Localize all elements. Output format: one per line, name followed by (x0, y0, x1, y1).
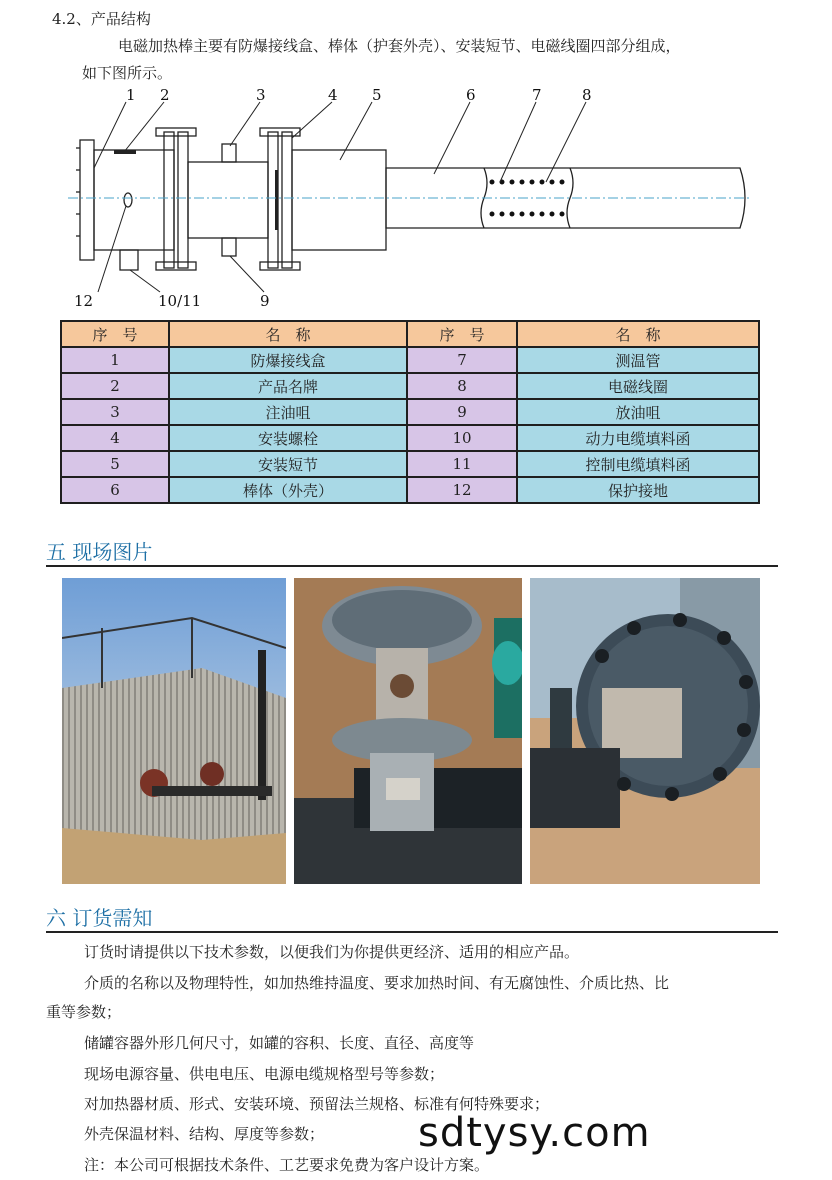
callout-3: 3 (256, 88, 266, 104)
ordering-paragraph: 介质的名称以及物理特性，如加热维持温度、要求加热时间、有无腐蚀性、介质比热、比 (84, 974, 670, 992)
section-title-ordering-info: 六 订货需知 (46, 906, 153, 930)
parts-table (60, 320, 760, 504)
callout-1: 1 (126, 88, 136, 104)
table-cell-name: 放油咀 (517, 399, 759, 425)
table-row (61, 373, 759, 399)
table-cell-number: 7 (407, 347, 517, 373)
table-header-cell: 名 称 (169, 321, 407, 347)
table-cell-number: 12 (407, 477, 517, 503)
table-cell-name: 产品名牌 (169, 373, 407, 399)
product-structure-diagram (60, 88, 760, 316)
table-cell-name: 棒体（外壳） (169, 477, 407, 503)
table-cell-number: 3 (61, 399, 169, 425)
table-cell-name: 测温管 (517, 347, 759, 373)
table-cell-name: 安装短节 (169, 451, 407, 477)
site-watermark: sdtysy.com (418, 1110, 651, 1156)
table-header-row (61, 321, 759, 347)
ordering-note: 注：本公司可根据技术条件、工艺要求免费为客户设计方案。 (84, 1156, 490, 1174)
table-header-cell: 序 号 (61, 321, 169, 347)
callout-8: 8 (582, 88, 592, 104)
section-divider (46, 931, 778, 933)
table-cell-name: 动力电缆填料函 (517, 425, 759, 451)
table-cell-name: 注油咀 (169, 399, 407, 425)
table-cell-number: 6 (61, 477, 169, 503)
table-header-cell: 序 号 (407, 321, 517, 347)
table-cell-number: 1 (61, 347, 169, 373)
callout-9: 9 (260, 292, 270, 310)
callout-2: 2 (160, 88, 170, 104)
table-cell-number: 5 (61, 451, 169, 477)
site-photo-tanks (62, 578, 286, 884)
site-photo-flange (294, 578, 522, 884)
table-cell-number: 10 (407, 425, 517, 451)
table-header-cell: 名 称 (517, 321, 759, 347)
ordering-paragraph: 对加热器材质、形式、安装环境、预留法兰规格、标准有何特殊要求； (84, 1095, 550, 1113)
table-row (61, 425, 759, 451)
table-cell-number: 4 (61, 425, 169, 451)
section-heading-4-2: 4.2、产品结构 (52, 10, 151, 28)
table-cell-name: 电磁线圈 (517, 373, 759, 399)
intro-text-line-2: 如下图所示。 (82, 64, 173, 82)
ordering-paragraph: 现场电源容量、供电电压、电源电缆规格型号等参数； (84, 1065, 445, 1083)
section-title-site-photos: 五 现场图片 (46, 540, 153, 564)
callout-7: 7 (532, 88, 542, 104)
table-cell-number: 2 (61, 373, 169, 399)
rod-body (386, 168, 745, 228)
table-cell-number: 11 (407, 451, 517, 477)
table-cell-number: 9 (407, 399, 517, 425)
table-row (61, 451, 759, 477)
section-divider (46, 565, 778, 567)
callout-4: 4 (328, 88, 338, 104)
callout-10-11: 10/11 (158, 292, 202, 310)
callout-6: 6 (466, 88, 476, 104)
site-photo-junction-box (530, 578, 760, 884)
ordering-paragraph: 储罐容器外形几何尺寸，如罐的容积、长度、直径、高度等 (84, 1034, 475, 1052)
ordering-paragraph: 外壳保温材料、结构、厚度等参数； (84, 1125, 325, 1143)
callout-5: 5 (372, 88, 382, 104)
intro-text-line-1: 电磁加热棒主要有防爆接线盒、棒体（护套外壳）、安装短节、电磁线圈四部分组成， (118, 37, 681, 55)
table-cell-name: 保护接地 (517, 477, 759, 503)
table-row (61, 347, 759, 373)
table-cell-name: 安装螺栓 (169, 425, 407, 451)
table-cell-name: 防爆接线盒 (169, 347, 407, 373)
callout-12: 12 (74, 292, 94, 310)
ordering-paragraph: 重等参数； (46, 1003, 122, 1021)
ordering-paragraph: 订货时请提供以下技术参数，以便我们为你提供更经济、适用的相应产品。 (84, 943, 580, 961)
table-row (61, 477, 759, 503)
junction-box-body (94, 150, 174, 250)
mounting-spool (292, 150, 386, 250)
table-row (61, 399, 759, 425)
table-cell-number: 8 (407, 373, 517, 399)
junction-box-flange (80, 140, 94, 260)
table-cell-name: 控制电缆填料函 (517, 451, 759, 477)
